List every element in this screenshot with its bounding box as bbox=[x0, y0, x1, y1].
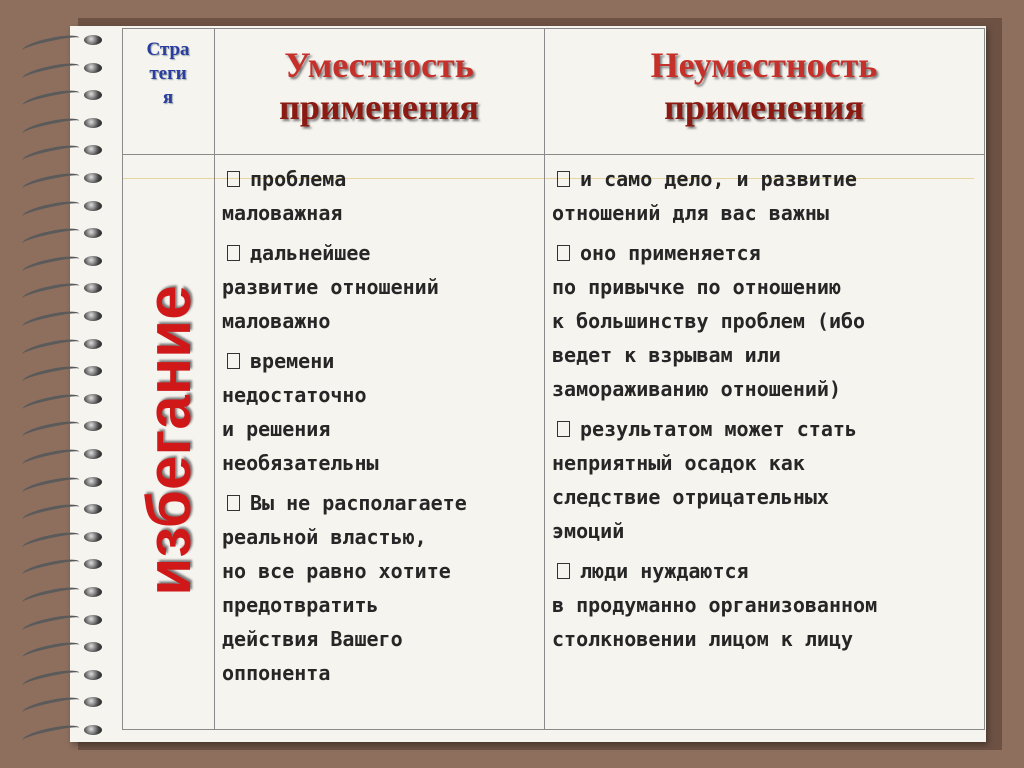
table-border-left bbox=[122, 28, 123, 730]
appropriate-item-line: недостаточно bbox=[222, 383, 367, 407]
inappropriate-item-row bbox=[552, 480, 982, 514]
strategy-header-line: я bbox=[162, 87, 174, 108]
binding-hole bbox=[84, 339, 102, 349]
appropriate-item-row bbox=[222, 412, 542, 446]
inappropriate-item bbox=[552, 236, 982, 406]
appropriate-item bbox=[222, 162, 542, 230]
appropriate-item bbox=[222, 486, 542, 690]
checkbox-bullet-icon bbox=[557, 245, 570, 261]
appropriate-item-line: предотвратить bbox=[222, 593, 379, 617]
inappropriate-item-row bbox=[552, 588, 982, 622]
appropriate-item-row bbox=[222, 656, 542, 690]
checkbox-bullet-icon bbox=[227, 495, 240, 511]
appropriate-item-line: и решения bbox=[222, 417, 331, 441]
appropriate-item-row bbox=[222, 446, 542, 480]
binding-hole bbox=[84, 118, 102, 128]
strategy-header-line: теги bbox=[149, 63, 187, 84]
inappropriate-item-line: следствие отрицательных bbox=[552, 485, 829, 509]
inappropriate-item-row bbox=[552, 338, 982, 372]
inappropriate-item-line: неприятный осадок как bbox=[552, 451, 805, 475]
binding-hole bbox=[84, 173, 102, 183]
inappropriate-item-line: к большинству проблем (ибо bbox=[552, 309, 866, 333]
inappropriate-item-row bbox=[552, 446, 982, 480]
inappropriate-item-line: столкновении лицом к лицу bbox=[552, 627, 854, 651]
table-border-top bbox=[122, 28, 984, 29]
checkbox-bullet-icon bbox=[557, 563, 570, 579]
checkbox-bullet-icon bbox=[557, 421, 570, 437]
appropriate-item-line: дальнейшее bbox=[250, 241, 371, 265]
inappropriate-item-line: люди нуждаются bbox=[580, 559, 749, 583]
appropriate-item-line: маловажно bbox=[222, 309, 331, 333]
appropriate-item-line: Вы не располагаете bbox=[250, 491, 467, 515]
spiral-coil bbox=[21, 722, 80, 746]
inappropriate-item-line: эмоций bbox=[552, 519, 625, 543]
inappropriate-item-row bbox=[552, 270, 982, 304]
table-border-bottom bbox=[122, 729, 984, 730]
inappropriate-item bbox=[552, 412, 982, 548]
appropriate-item-row bbox=[222, 622, 542, 656]
appropriate-header-line: применения bbox=[279, 87, 479, 127]
appropriate-item-row bbox=[222, 378, 542, 412]
inappropriate-item-line: ведет к взрывам или bbox=[552, 343, 781, 367]
binding-hole bbox=[84, 311, 102, 321]
checkbox-bullet-icon bbox=[227, 245, 240, 261]
inappropriate-item-row bbox=[552, 236, 982, 270]
appropriate-item-line: развитие отношений bbox=[222, 275, 439, 299]
table-divider-2 bbox=[544, 28, 545, 730]
strategy-header-line: Стра bbox=[146, 39, 190, 60]
inappropriate-item-row bbox=[552, 372, 982, 406]
appropriate-list bbox=[222, 162, 542, 696]
inappropriate-item-line: и само дело, и развитие bbox=[580, 167, 857, 191]
binding-hole bbox=[84, 256, 102, 266]
inappropriate-item-line: оно применяется bbox=[580, 241, 761, 265]
binding-hole bbox=[84, 477, 102, 487]
inappropriate-item-line: замораживанию отношений) bbox=[552, 377, 841, 401]
inappropriate-list bbox=[552, 162, 982, 662]
binding-hole bbox=[84, 670, 102, 680]
inappropriate-item-row bbox=[552, 162, 982, 196]
appropriate-item-line: оппонента bbox=[222, 661, 331, 685]
appropriate-item-row bbox=[222, 554, 542, 588]
appropriate-item-line: реальной властью, bbox=[222, 525, 427, 549]
table-divider-1 bbox=[214, 28, 215, 730]
appropriate-item-line: времени bbox=[250, 349, 335, 373]
appropriate-item-line: действия Вашего bbox=[222, 627, 403, 651]
appropriate-item-line: маловажная bbox=[222, 201, 343, 225]
appropriate-item-line: но все равно хотите bbox=[222, 559, 451, 583]
inappropriate-item-row bbox=[552, 514, 982, 548]
appropriate-item-row bbox=[222, 270, 542, 304]
inappropriate-item-row bbox=[552, 304, 982, 338]
inappropriate-header-line: применения bbox=[664, 87, 864, 127]
appropriate-item bbox=[222, 236, 542, 338]
appropriate-item-row bbox=[222, 162, 542, 196]
binding-hole bbox=[84, 394, 102, 404]
binding-hole bbox=[84, 449, 102, 459]
inappropriate-item-line: отношений для вас важны bbox=[552, 201, 829, 225]
binding-hole bbox=[84, 615, 102, 625]
inappropriate-header bbox=[544, 44, 984, 128]
table-border-right bbox=[984, 28, 985, 730]
appropriate-item-row bbox=[222, 236, 542, 270]
appropriate-item-row bbox=[222, 520, 542, 554]
inappropriate-item-row bbox=[552, 412, 982, 446]
inappropriate-item bbox=[552, 162, 982, 230]
binding-hole bbox=[84, 35, 102, 45]
appropriate-item bbox=[222, 344, 542, 480]
strategy-name-cell bbox=[128, 155, 210, 725]
inappropriate-item-line: по привычке по отношению bbox=[552, 275, 841, 299]
checkbox-bullet-icon bbox=[227, 353, 240, 369]
binding-hole bbox=[84, 63, 102, 73]
checkbox-bullet-icon bbox=[557, 171, 570, 187]
header-separator bbox=[122, 154, 984, 155]
appropriate-item-line: проблема bbox=[250, 167, 347, 191]
inappropriate-item bbox=[552, 554, 982, 656]
appropriate-item-row bbox=[222, 486, 542, 520]
appropriate-item-row bbox=[222, 588, 542, 622]
checkbox-bullet-icon bbox=[227, 171, 240, 187]
strategy-name-vertical: избегание bbox=[134, 284, 204, 596]
binding-hole bbox=[84, 587, 102, 597]
binding-hole bbox=[84, 725, 102, 735]
appropriate-item-row bbox=[222, 196, 542, 230]
inappropriate-item-row bbox=[552, 554, 982, 588]
inappropriate-header-line: Неуместность bbox=[650, 45, 878, 85]
appropriate-item-row bbox=[222, 304, 542, 338]
inappropriate-item-line: результатом может стать bbox=[580, 417, 857, 441]
appropriate-header bbox=[214, 44, 544, 128]
appropriate-header-line: Уместность bbox=[284, 45, 474, 85]
inappropriate-item-row bbox=[552, 622, 982, 656]
binding-hole bbox=[84, 532, 102, 542]
inappropriate-item-line: в продуманно организованном bbox=[552, 593, 878, 617]
strategy-header bbox=[122, 38, 214, 110]
inappropriate-item-row bbox=[552, 196, 982, 230]
appropriate-item-line: необязательны bbox=[222, 451, 379, 475]
binding-hole bbox=[84, 201, 102, 211]
appropriate-item-row bbox=[222, 344, 542, 378]
